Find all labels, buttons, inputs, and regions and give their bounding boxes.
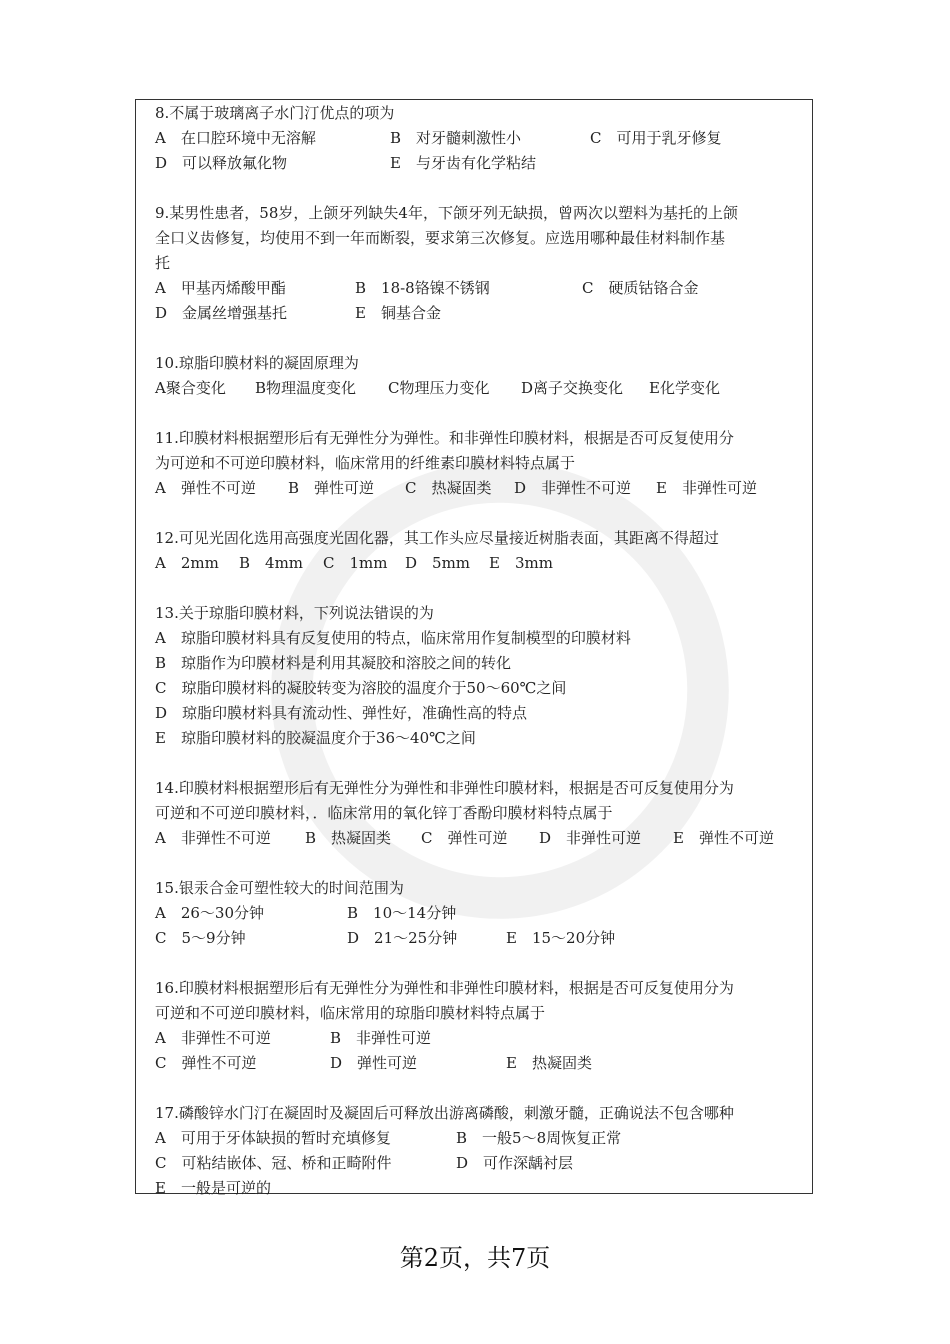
answer-option[interactable]: D 琼脂印膜材料具有流动性、弹性好，准确性高的特点 (155, 704, 528, 722)
answer-option[interactable]: E 一般是可逆的 (155, 1179, 271, 1197)
answer-option[interactable]: D 非弹性可逆 (539, 829, 642, 847)
option-row (155, 626, 805, 651)
answer-option[interactable]: C 1mm (323, 554, 388, 572)
answer-option[interactable]: A 2mm (155, 554, 219, 572)
answer-option[interactable]: C 5～9分钟 (155, 929, 246, 947)
option-row (155, 651, 805, 676)
option-row (155, 826, 805, 851)
question-stem-line: 13.关于琼脂印膜材料，下列说法错误的为 (155, 604, 434, 622)
answer-option[interactable]: A 弹性不可逆 (155, 479, 256, 497)
question-stem-line: 8.不属于玻璃离子水门汀优点的项为 (155, 104, 395, 122)
answer-option[interactable]: B 非弹性可逆 (330, 1029, 432, 1047)
option-row (155, 1026, 805, 1051)
answer-option[interactable]: D 金属丝增强基托 (155, 304, 288, 322)
question-stem-line: 为可逆和不可逆印膜材料，临床常用的纤维素印膜材料特点属于 (155, 454, 576, 472)
option-row (155, 126, 805, 151)
answer-option[interactable]: E 热凝固类 (506, 1054, 592, 1072)
answer-option[interactable]: C 弹性可逆 (421, 829, 508, 847)
question-stem-line: 可逆和不可逆印膜材料，临床常用的琼脂印膜材料特点属于 (155, 1004, 546, 1022)
question-list (155, 101, 805, 1201)
question-spacer (155, 1076, 805, 1101)
option-row (155, 926, 805, 951)
option-row (155, 901, 805, 926)
question-spacer (155, 326, 805, 351)
answer-option[interactable]: B 10～14分钟 (347, 904, 457, 922)
question-stem-line: 11.印膜材料根据塑形后有无弹性分为弹性。和非弹性印膜材料，根据是否可反复使用分 (155, 429, 734, 447)
option-row (155, 276, 805, 301)
answer-option[interactable]: A 在口腔环境中无溶解 (155, 129, 316, 147)
answer-option[interactable]: D 可作深龋衬层 (456, 1154, 574, 1172)
question-stem-line: 可逆和不可逆印膜材料，．临床常用的氧化锌丁香酚印膜材料特点属于 (155, 804, 613, 822)
question-spacer (155, 501, 805, 526)
question-stem-line: 15.银汞合金可塑性较大的时间范围为 (155, 879, 404, 897)
answer-option[interactable]: A聚合变化 (155, 379, 226, 397)
option-row (155, 1151, 805, 1176)
question-spacer (155, 576, 805, 601)
question-spacer (155, 851, 805, 876)
page-number: 第2页，共7页 (399, 1244, 551, 1272)
answer-option[interactable]: E 与牙齿有化学粘结 (390, 154, 536, 172)
answer-option[interactable]: A 非弹性不可逆 (155, 1029, 271, 1047)
answer-option[interactable]: B 一般5～8周恢复正常 (456, 1129, 622, 1147)
answer-option[interactable]: B 4mm (239, 554, 304, 572)
answer-option[interactable]: D 弹性可逆 (330, 1054, 418, 1072)
question-stem-line: 9.某男性患者，58岁，上颌牙列缺失4年，下颌牙列无缺损，曾两次以塑料为基托的上颌 (155, 204, 738, 222)
answer-option[interactable]: B 弹性可逆 (288, 479, 375, 497)
option-row (155, 151, 805, 176)
option-row (155, 1126, 805, 1151)
option-row (155, 376, 805, 401)
question-spacer (155, 951, 805, 976)
option-row (155, 676, 805, 701)
answer-option[interactable]: A 26～30分钟 (155, 904, 265, 922)
answer-option[interactable]: C 热凝固类 (405, 479, 492, 497)
option-row (155, 301, 805, 326)
answer-option[interactable]: B 热凝固类 (305, 829, 392, 847)
option-row (155, 551, 805, 576)
answer-option[interactable]: A 可用于牙体缺损的暂时充填修复 (155, 1129, 391, 1147)
answer-option[interactable]: B 对牙髓刺激性小 (390, 129, 522, 147)
question-stem-line: 12.可见光固化选用高强度光固化器，其工作头应尽量接近树脂表面，其距离不得超过 (155, 529, 719, 547)
option-row (155, 476, 805, 501)
answer-option[interactable]: E 琼脂印膜材料的胶凝温度介于36～40℃之间 (155, 729, 476, 747)
answer-option[interactable]: C 琼脂印膜材料的凝胶转变为溶胶的温度介于50～60℃之间 (155, 679, 567, 697)
answer-option[interactable]: C物理压力变化 (388, 379, 490, 397)
question-stem-line: 17.磷酸锌水门汀在凝固时及凝固后可释放出游离磷酸，刺激牙髓，正确说法不包含哪种 (155, 1104, 734, 1122)
question-spacer (155, 401, 805, 426)
answer-option[interactable]: A 非弹性不可逆 (155, 829, 271, 847)
question-spacer (155, 751, 805, 776)
option-row (155, 1176, 805, 1201)
answer-option[interactable]: A 甲基丙烯酸甲酯 (155, 279, 286, 297)
answer-option[interactable]: D离子交换变化 (521, 379, 624, 397)
answer-option[interactable]: D 21～25分钟 (347, 929, 458, 947)
question-stem-line: 全口义齿修复，均使用不到一年而断裂，要求第三次修复。应选用哪种最佳材料制作基 (155, 229, 726, 247)
answer-option[interactable]: B物理温度变化 (255, 379, 357, 397)
option-row (155, 701, 805, 726)
answer-option[interactable]: E 非弹性可逆 (656, 479, 757, 497)
question-stem-line: 16.印膜材料根据塑形后有无弹性分为弹性和非弹性印膜材料，根据是否可反复使用分为 (155, 979, 734, 997)
answer-option[interactable]: C 弹性不可逆 (155, 1054, 257, 1072)
answer-option[interactable]: E 铜基合金 (355, 304, 441, 322)
answer-option[interactable]: B 琼脂作为印膜材料是利用其凝胶和溶胶之间的转化 (155, 654, 512, 672)
question-stem-line: 10.琼脂印膜材料的凝固原理为 (155, 354, 359, 372)
answer-option[interactable]: C 可粘结嵌体、冠、桥和正畸附件 (155, 1154, 392, 1172)
option-row (155, 1051, 805, 1076)
answer-option[interactable]: B 18-8铬镍不锈钢 (355, 279, 490, 297)
answer-option[interactable]: D 可以释放氟化物 (155, 154, 288, 172)
answer-option[interactable]: C 硬质钴铬合金 (582, 279, 699, 297)
option-row (155, 726, 805, 751)
answer-option[interactable]: E化学变化 (649, 379, 720, 397)
answer-option[interactable]: E 3mm (489, 554, 553, 572)
answer-option[interactable]: A 琼脂印膜材料具有反复使用的特点，临床常用作复制模型的印膜材料 (155, 629, 631, 647)
answer-option[interactable]: D 5mm (405, 554, 471, 572)
answer-option[interactable]: E 弹性不可逆 (673, 829, 774, 847)
answer-option[interactable]: E 15～20分钟 (506, 929, 616, 947)
answer-option[interactable]: C 可用于乳牙修复 (590, 129, 722, 147)
answer-option[interactable]: D 非弹性不可逆 (514, 479, 632, 497)
question-stem-line: 14.印膜材料根据塑形后有无弹性分为弹性和非弹性印膜材料，根据是否可反复使用分为 (155, 779, 734, 797)
question-spacer (155, 176, 805, 201)
question-stem-line: 托 (155, 254, 171, 272)
